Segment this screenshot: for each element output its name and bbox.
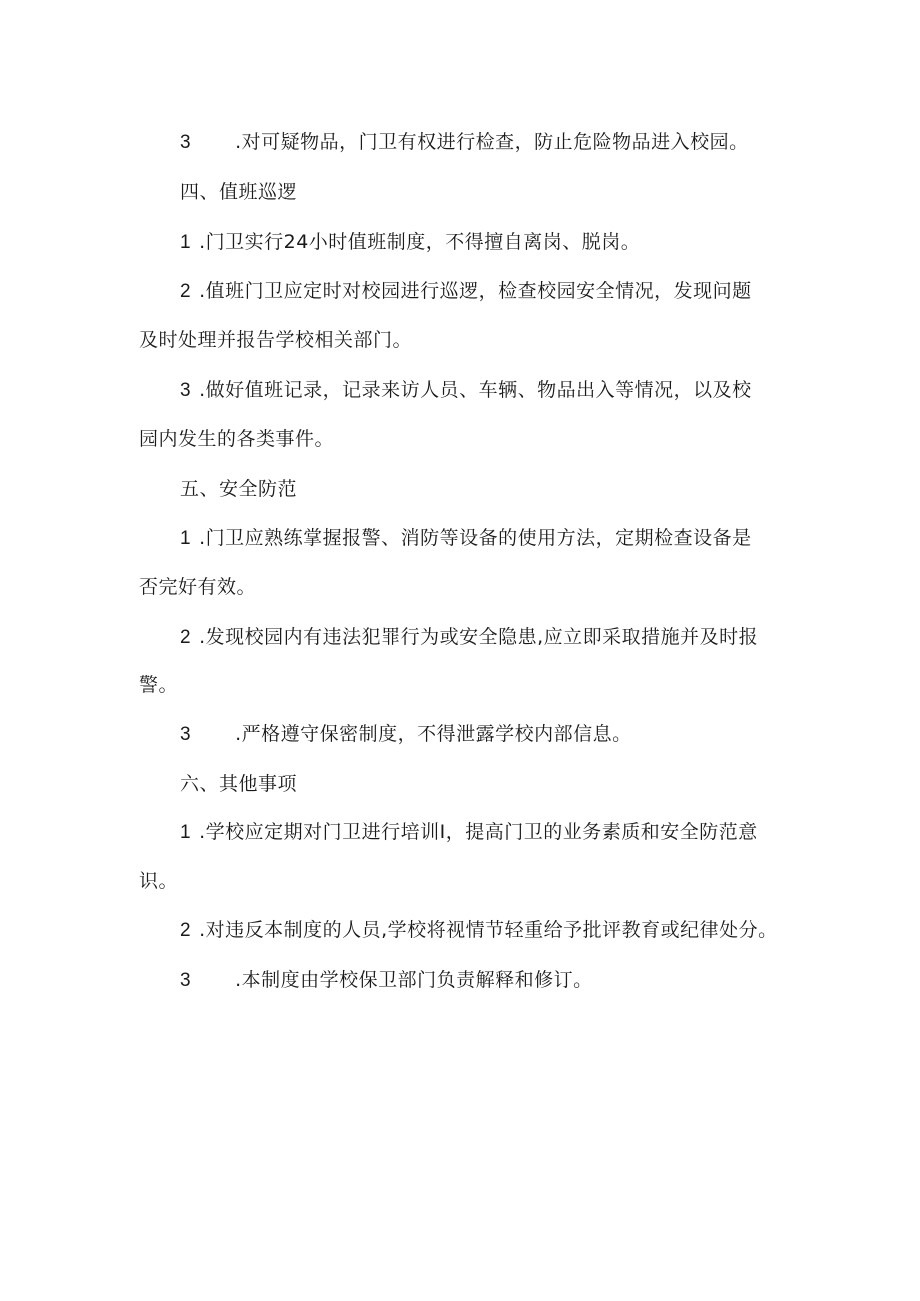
clause-text: .学校应定期对门卫进行培训I，提高门卫的业务素质和安全防范意 [199,821,758,843]
clause-1-continuation [139,575,256,599]
clause-1-24h-duty [180,230,640,255]
clause-2-report-crime [180,625,758,650]
clause-text: .做好值班记录，记录来访人员、车辆、物品出入等情况，以及校 [199,379,752,401]
clause-1-equipment [180,526,752,551]
section-heading-text: 五、安全防范 [180,478,298,500]
clause-number: 2 [180,920,192,941]
clause-number: 2 [180,281,192,302]
clause-text: .本制度由学校保卫部门负责解释和修订。 [235,969,593,991]
section-heading-other [180,772,297,796]
clause-2-continuation [139,328,412,352]
clause-text: .门卫应熟练掌握报警、消防等设备的使用方法，定期检查设备是 [199,527,752,549]
section-heading-text: 四、值班巡逻 [180,181,298,203]
clause-2-violations [180,918,778,943]
clause-1-continuation [139,869,178,893]
section-heading-duty-patrol [180,180,297,204]
clause-1-training [180,820,758,845]
clause-text: 识。 [139,870,179,892]
clause-text: .发现校园内有违法犯罪行为或安全隐患,应立即采取措施并及时报 [199,626,759,648]
clause-number: 3 [180,132,192,153]
section-heading-text: 六、其他事项 [180,773,298,795]
clause-text: .门卫实行24小时值班制度，不得擅自离岗、脱岗。 [199,231,641,253]
clause-number: 2 [180,627,192,648]
clause-number: 1 [180,232,192,253]
clause-3-suspicious-items [180,130,749,155]
clause-number: 3 [180,724,192,745]
clause-text: .对可疑物品，门卫有权进行检查，防止危险物品进入校园。 [235,131,749,153]
clause-text: .严格遵守保密制度，不得泄露学校内部信息。 [235,723,632,745]
clause-3-confidentiality [180,722,632,747]
clause-number: 3 [180,380,192,401]
clause-number: 3 [180,970,192,991]
clause-text: 园内发生的各类事件。 [139,428,335,450]
clause-text: 否完好有效。 [139,576,257,598]
clause-text: 警。 [139,674,179,696]
clause-3-interpretation [180,968,593,993]
clause-2-patrol [180,279,752,304]
clause-number: 1 [180,822,192,843]
clause-3-continuation [139,427,334,451]
clause-text: .对违反本制度的人员,学校将视情节轻重给予批评教育或纪律处分。 [199,919,778,941]
clause-2-continuation [139,673,178,697]
section-heading-safety [180,477,297,501]
clause-text: .值班门卫应定时对校园进行巡逻，检查校园安全情况，发现问题 [199,280,752,302]
clause-number: 1 [180,528,192,549]
clause-3-duty-log [180,378,752,403]
clause-text: 及时处理并报告学校相关部门。 [139,329,413,351]
